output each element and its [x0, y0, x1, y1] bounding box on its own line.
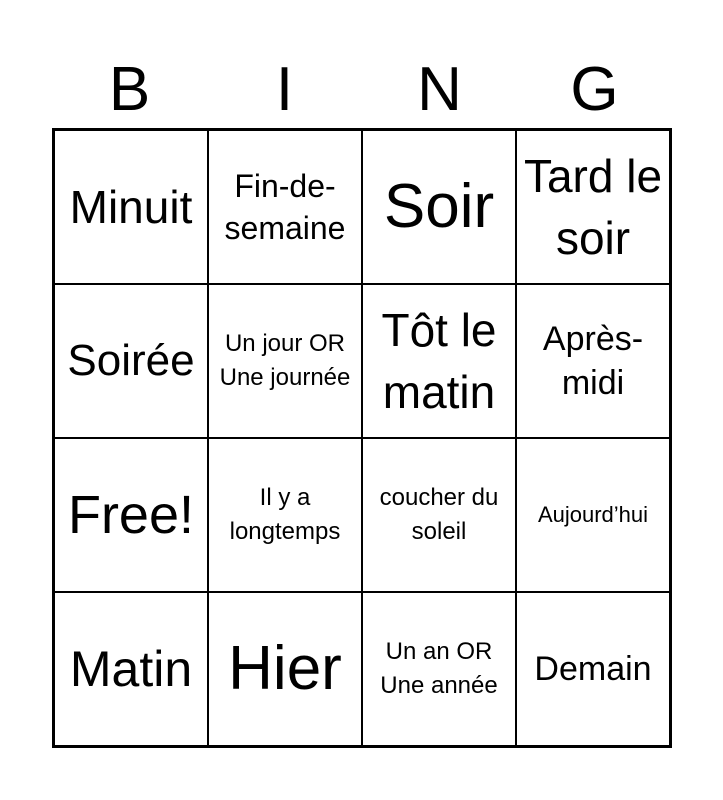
cell-label: Tard le soir	[523, 150, 663, 264]
bingo-card-grid	[52, 128, 672, 748]
bingo-cell-r2c1[interactable]	[54, 284, 208, 438]
cell-label: Fin-de-semaine	[224, 168, 346, 246]
cell-label: Tôt le matin	[381, 304, 497, 418]
bingo-cell-r1c2[interactable]	[208, 130, 362, 284]
cell-label: Après-midi	[542, 320, 644, 402]
cell-label: Soir	[383, 172, 495, 241]
bingo-cell-r3c1[interactable]	[54, 438, 208, 592]
bingo-cell-r3c2[interactable]	[208, 438, 362, 592]
bingo-cell-r3c4[interactable]	[516, 438, 670, 592]
cell-label: Un an OR Une année	[380, 638, 498, 699]
bingo-cell-r1c3[interactable]	[362, 130, 516, 284]
cell-label: Free!	[67, 485, 195, 545]
cell-label: Matin	[69, 641, 193, 697]
bingo-cell-r1c4[interactable]	[516, 130, 670, 284]
bingo-cell-r4c3[interactable]	[362, 592, 516, 746]
bingo-header	[52, 52, 672, 128]
header-letter-b: B	[108, 55, 151, 124]
bingo-cell-r3c3[interactable]	[362, 438, 516, 592]
cell-label: Un jour OR Une journée	[219, 330, 351, 391]
bingo-cell-r4c4[interactable]	[516, 592, 670, 746]
bingo-cell-r2c3[interactable]	[362, 284, 516, 438]
header-letter-n: N	[417, 55, 462, 124]
bingo-cell-r1c1[interactable]	[54, 130, 208, 284]
cell-label: Aujourd’hui	[537, 502, 649, 527]
bingo-cell-r4c1[interactable]	[54, 592, 208, 746]
cell-label: Demain	[534, 650, 652, 688]
cell-label: Il y a longtemps	[229, 484, 341, 545]
bingo-cell-r2c2[interactable]	[208, 284, 362, 438]
bingo-cell-r4c2[interactable]	[208, 592, 362, 746]
header-letter-i: I	[275, 55, 294, 124]
cell-label: Hier	[228, 634, 342, 703]
cell-label: coucher du soleil	[379, 484, 499, 545]
cell-label: Minuit	[69, 181, 193, 233]
header-letter-g: G	[570, 55, 619, 124]
cell-label: Soirée	[67, 336, 195, 385]
bingo-cell-r2c4[interactable]	[516, 284, 670, 438]
